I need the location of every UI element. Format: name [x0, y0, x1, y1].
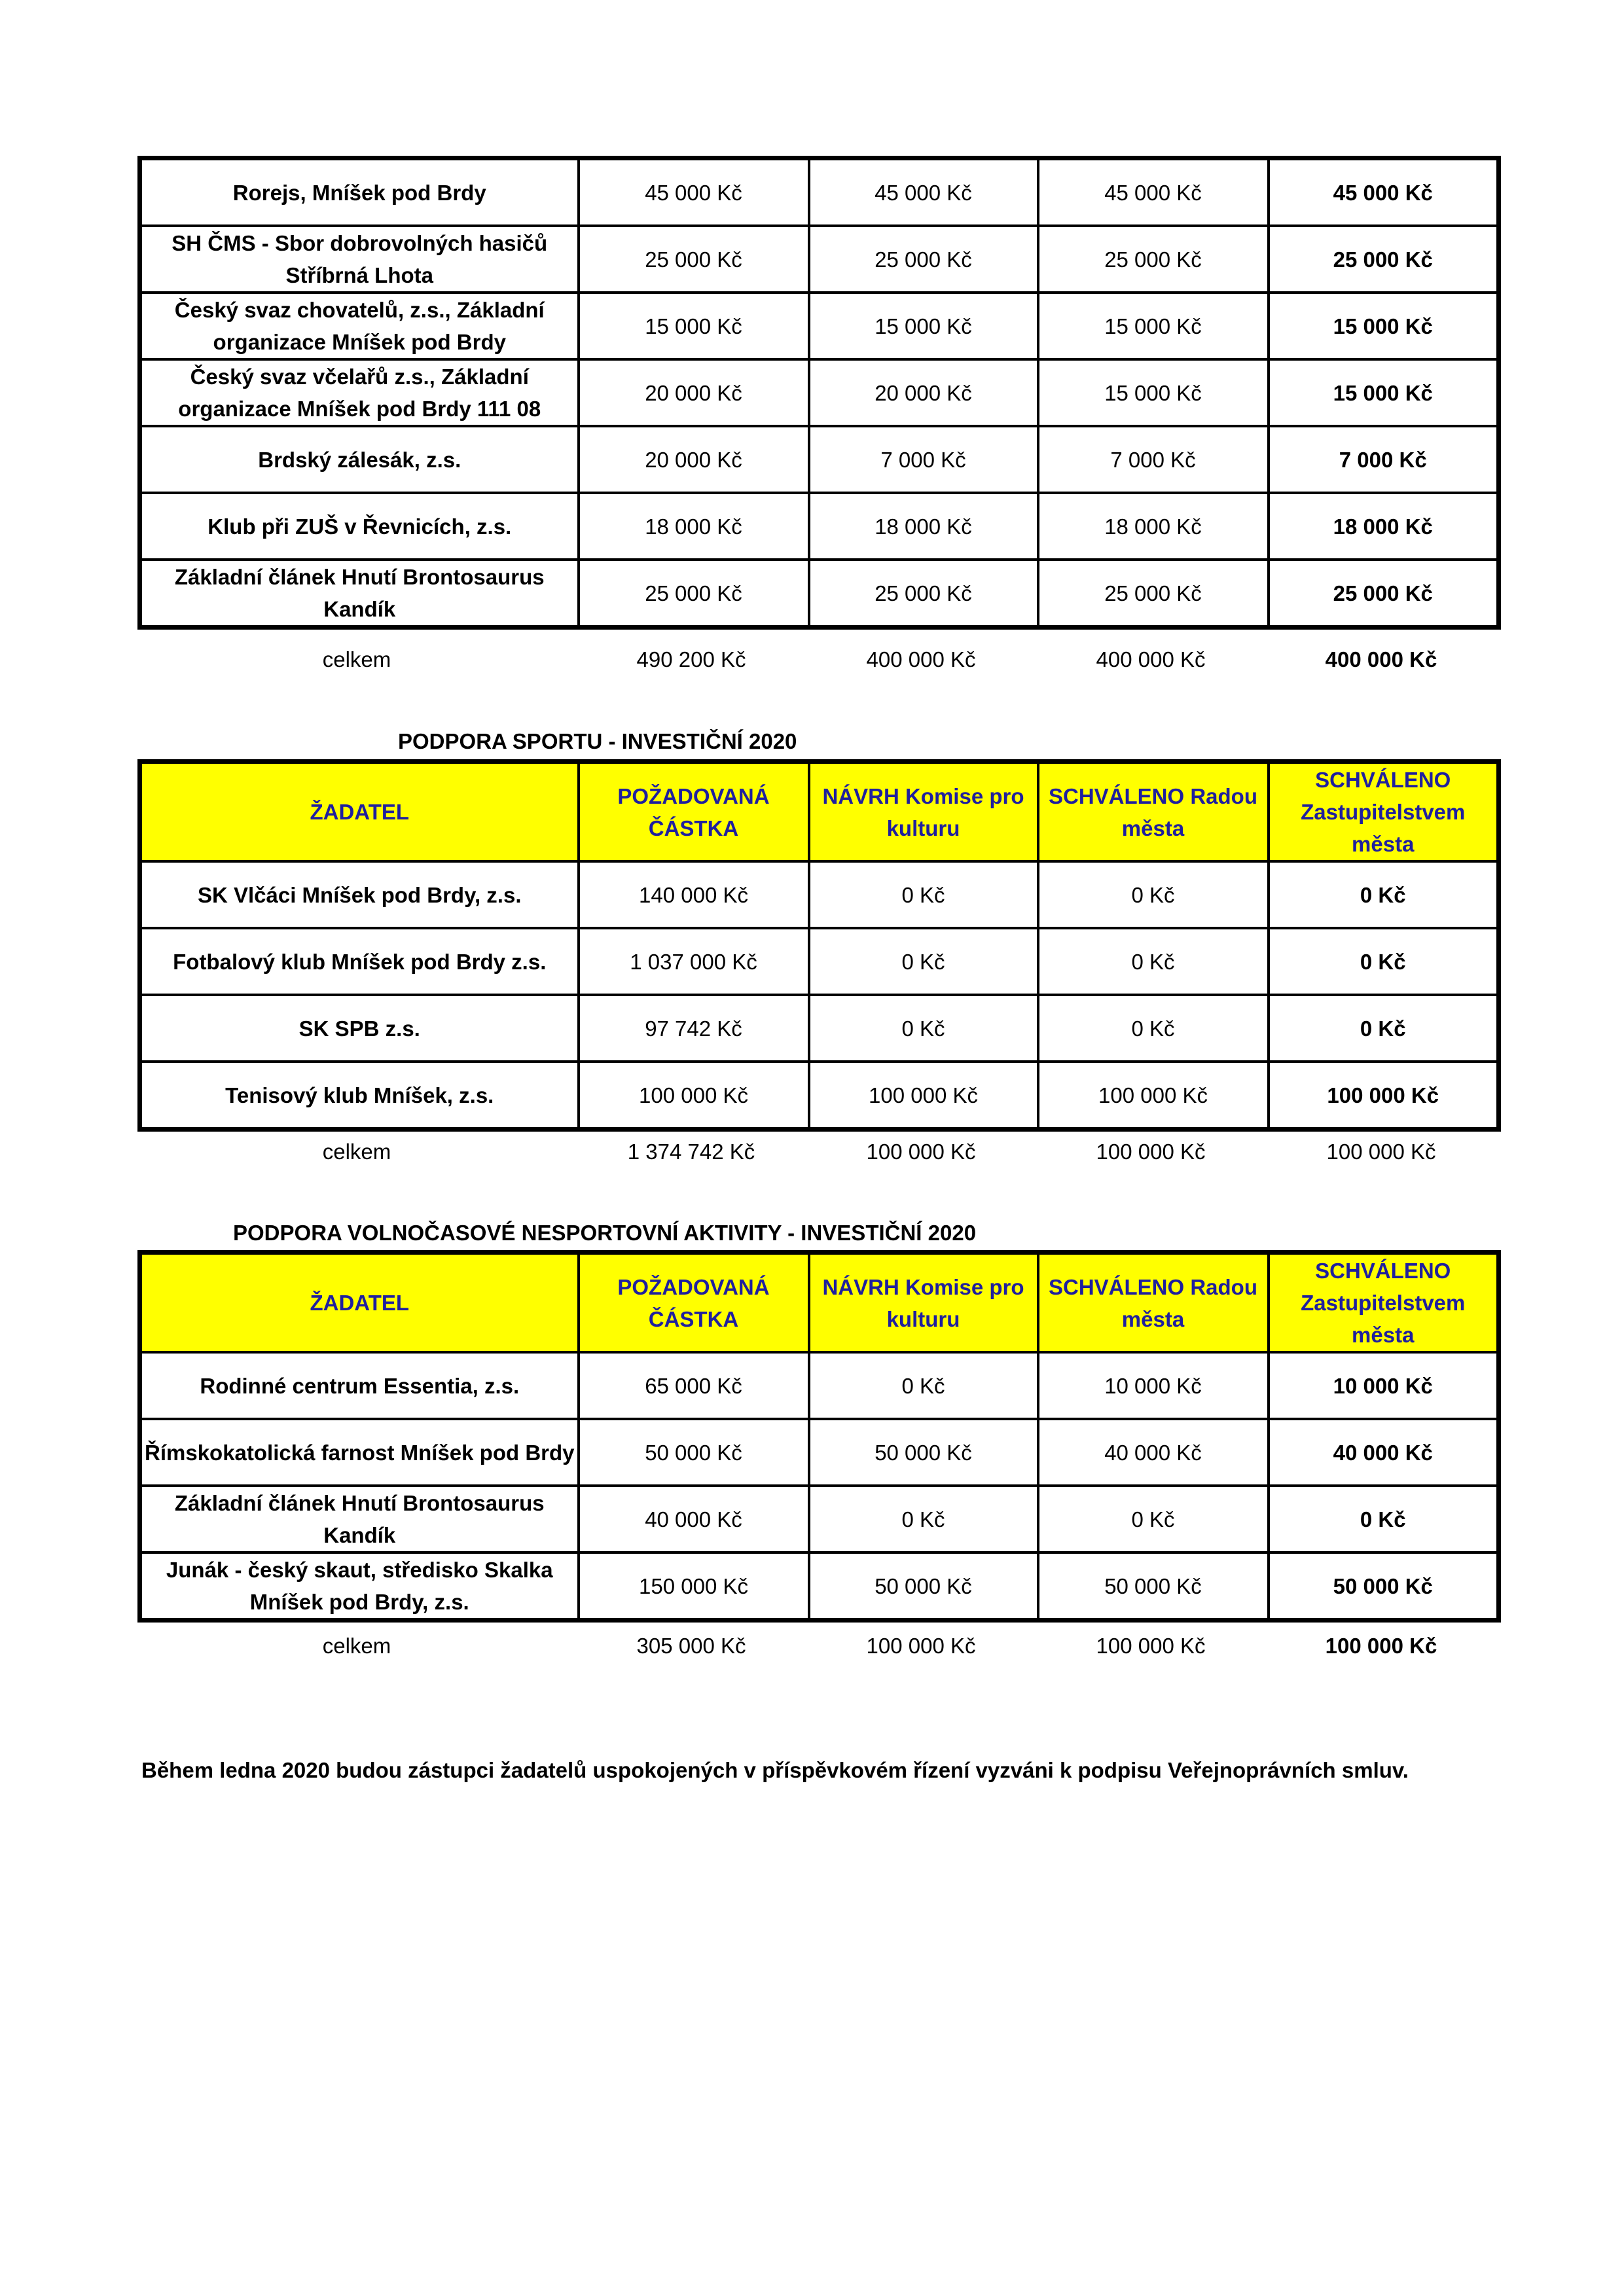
applicant-name: Brdský zálesák, z.s. [140, 426, 579, 493]
grants-table-leisure [137, 1250, 1501, 1623]
table-row [140, 158, 1499, 226]
table-row [140, 1552, 1499, 1621]
table-row [140, 426, 1499, 493]
committee-proposal: 18 000 Kč [809, 493, 1038, 560]
assembly-approved: 25 000 Kč [1269, 226, 1499, 293]
total-label: celkem [322, 647, 391, 672]
council-approved: 18 000 Kč [1038, 493, 1269, 560]
applicant-name: Junák - český skaut, středisko Skalka Mníšek pod Brdy, z.s. [140, 1552, 579, 1621]
assembly-approved: 10 000 Kč [1269, 1352, 1499, 1419]
section-title-leisure: PODPORA VOLNOČASOVÉ NESPORTOVNÍ AKTIVITY - INVESTIČNÍ 2020 [233, 1221, 977, 1245]
table-row [140, 928, 1499, 995]
committee-proposal: 50 000 Kč [809, 1419, 1038, 1486]
council-approved: 25 000 Kč [1038, 226, 1269, 293]
assembly-approved: 15 000 Kč [1269, 293, 1499, 359]
table-row [140, 995, 1499, 1062]
applicant-name: Rodinné centrum Essentia, z.s. [140, 1352, 579, 1419]
column-header-council: SCHVÁLENO Radou města [1038, 1253, 1269, 1353]
assembly-approved: 25 000 Kč [1269, 560, 1499, 628]
total-row [137, 1630, 1496, 1662]
applicant-name: Fotbalový klub Mníšek pod Brdy z.s. [140, 928, 579, 995]
requested-amount: 25 000 Kč [579, 226, 809, 293]
assembly-approved: 7 000 Kč [1269, 426, 1499, 493]
total-requested: 1 374 742 Kč [627, 1139, 755, 1164]
table-row [140, 493, 1499, 560]
table-row [140, 293, 1499, 359]
table-row [140, 359, 1499, 426]
total-council: 400 000 Kč [1096, 647, 1206, 672]
committee-proposal: 0 Kč [809, 995, 1038, 1062]
total-council: 100 000 Kč [1096, 1139, 1206, 1164]
committee-proposal: 15 000 Kč [809, 293, 1038, 359]
council-approved: 25 000 Kč [1038, 560, 1269, 628]
column-header-requested: POŽADOVANÁ ČÁSTKA [579, 1253, 809, 1353]
council-approved: 45 000 Kč [1038, 158, 1269, 226]
committee-proposal: 100 000 Kč [809, 1062, 1038, 1130]
requested-amount: 150 000 Kč [579, 1552, 809, 1621]
column-header-applicant: ŽADATEL [140, 1253, 579, 1353]
total-committee: 100 000 Kč [866, 1139, 976, 1164]
column-header-assembly: SCHVÁLENO Zastupitelstvem města [1269, 1253, 1499, 1353]
council-approved: 40 000 Kč [1038, 1419, 1269, 1486]
table-row [140, 1352, 1499, 1419]
header-row [140, 762, 1499, 862]
assembly-approved: 18 000 Kč [1269, 493, 1499, 560]
applicant-name: Český svaz chovatelů, z.s., Základní organizace Mníšek pod Brdy [140, 293, 579, 359]
assembly-approved: 15 000 Kč [1269, 359, 1499, 426]
council-approved: 15 000 Kč [1038, 359, 1269, 426]
total-assembly: 400 000 Kč [1325, 647, 1437, 672]
assembly-approved: 0 Kč [1269, 1486, 1499, 1552]
requested-amount: 97 742 Kč [579, 995, 809, 1062]
committee-proposal: 25 000 Kč [809, 560, 1038, 628]
council-approved: 50 000 Kč [1038, 1552, 1269, 1621]
assembly-approved: 50 000 Kč [1269, 1552, 1499, 1621]
council-approved: 0 Kč [1038, 1486, 1269, 1552]
council-approved: 10 000 Kč [1038, 1352, 1269, 1419]
applicant-name: SK SPB z.s. [140, 995, 579, 1062]
total-label: celkem [322, 1139, 391, 1164]
table-row [140, 1419, 1499, 1486]
requested-amount: 100 000 Kč [579, 1062, 809, 1130]
committee-proposal: 0 Kč [809, 861, 1038, 928]
requested-amount: 140 000 Kč [579, 861, 809, 928]
council-approved: 0 Kč [1038, 861, 1269, 928]
total-assembly: 100 000 Kč [1325, 1634, 1437, 1658]
requested-amount: 18 000 Kč [579, 493, 809, 560]
committee-proposal: 20 000 Kč [809, 359, 1038, 426]
applicant-name: Římskokatolická farnost Mníšek pod Brdy [140, 1419, 579, 1486]
total-row [137, 1136, 1496, 1168]
applicant-name: SK Vlčáci Mníšek pod Brdy, z.s. [140, 861, 579, 928]
requested-amount: 25 000 Kč [579, 560, 809, 628]
requested-amount: 20 000 Kč [579, 426, 809, 493]
total-row [137, 643, 1496, 676]
assembly-approved: 0 Kč [1269, 995, 1499, 1062]
grants-table-sport [137, 759, 1501, 1132]
council-approved: 100 000 Kč [1038, 1062, 1269, 1130]
assembly-approved: 0 Kč [1269, 861, 1499, 928]
requested-amount: 45 000 Kč [579, 158, 809, 226]
applicant-name: Tenisový klub Mníšek, z.s. [140, 1062, 579, 1130]
committee-proposal: 0 Kč [809, 1486, 1038, 1552]
council-approved: 0 Kč [1038, 995, 1269, 1062]
committee-proposal: 0 Kč [809, 928, 1038, 995]
applicant-name: SH ČMS - Sbor dobrovolných hasičů Stříbrná Lhota [140, 226, 579, 293]
column-header-requested: POŽADOVANÁ ČÁSTKA [579, 762, 809, 862]
committee-proposal: 7 000 Kč [809, 426, 1038, 493]
table-row [140, 1486, 1499, 1552]
column-header-committee: NÁVRH Komise pro kulturu [809, 762, 1038, 862]
assembly-approved: 45 000 Kč [1269, 158, 1499, 226]
total-assembly: 100 000 Kč [1326, 1139, 1436, 1164]
applicant-name: Klub při ZUŠ v Řevnicích, z.s. [140, 493, 579, 560]
requested-amount: 50 000 Kč [579, 1419, 809, 1486]
council-approved: 7 000 Kč [1038, 426, 1269, 493]
section-title-sport: PODPORA SPORTU - INVESTIČNÍ 2020 [398, 729, 797, 753]
requested-amount: 65 000 Kč [579, 1352, 809, 1419]
committee-proposal: 45 000 Kč [809, 158, 1038, 226]
column-header-applicant: ŽADATEL [140, 762, 579, 862]
council-approved: 15 000 Kč [1038, 293, 1269, 359]
column-header-council: SCHVÁLENO Radou města [1038, 762, 1269, 862]
column-header-committee: NÁVRH Komise pro kulturu [809, 1253, 1038, 1353]
assembly-approved: 0 Kč [1269, 928, 1499, 995]
total-committee: 100 000 Kč [866, 1634, 976, 1658]
council-approved: 0 Kč [1038, 928, 1269, 995]
footer-note: Během ledna 2020 budou zástupci žadatelů uspokojených v příspěvkovém řízení vyzváni k podpisu Veřejnoprávních smluv. [141, 1758, 1409, 1782]
table-row [140, 861, 1499, 928]
table-row [140, 1062, 1499, 1130]
total-label: celkem [322, 1634, 391, 1658]
total-requested: 305 000 Kč [636, 1634, 746, 1658]
grants-table-continued [137, 156, 1501, 630]
column-header-assembly: SCHVÁLENO Zastupitelstvem města [1269, 762, 1499, 862]
requested-amount: 15 000 Kč [579, 293, 809, 359]
header-row [140, 1253, 1499, 1353]
assembly-approved: 40 000 Kč [1269, 1419, 1499, 1486]
applicant-name: Základní článek Hnutí Brontosaurus Kandík [140, 1486, 579, 1552]
requested-amount: 20 000 Kč [579, 359, 809, 426]
committee-proposal: 50 000 Kč [809, 1552, 1038, 1621]
table-row [140, 560, 1499, 628]
applicant-name: Rorejs, Mníšek pod Brdy [140, 158, 579, 226]
total-committee: 400 000 Kč [866, 647, 976, 672]
committee-proposal: 0 Kč [809, 1352, 1038, 1419]
table-row [140, 226, 1499, 293]
total-council: 100 000 Kč [1096, 1634, 1206, 1658]
total-requested: 490 200 Kč [636, 647, 746, 672]
requested-amount: 40 000 Kč [579, 1486, 809, 1552]
committee-proposal: 25 000 Kč [809, 226, 1038, 293]
requested-amount: 1 037 000 Kč [579, 928, 809, 995]
applicant-name: Základní článek Hnutí Brontosaurus Kandík [140, 560, 579, 628]
applicant-name: Český svaz včelařů z.s., Základní organizace Mníšek pod Brdy 111 08 [140, 359, 579, 426]
assembly-approved: 100 000 Kč [1269, 1062, 1499, 1130]
